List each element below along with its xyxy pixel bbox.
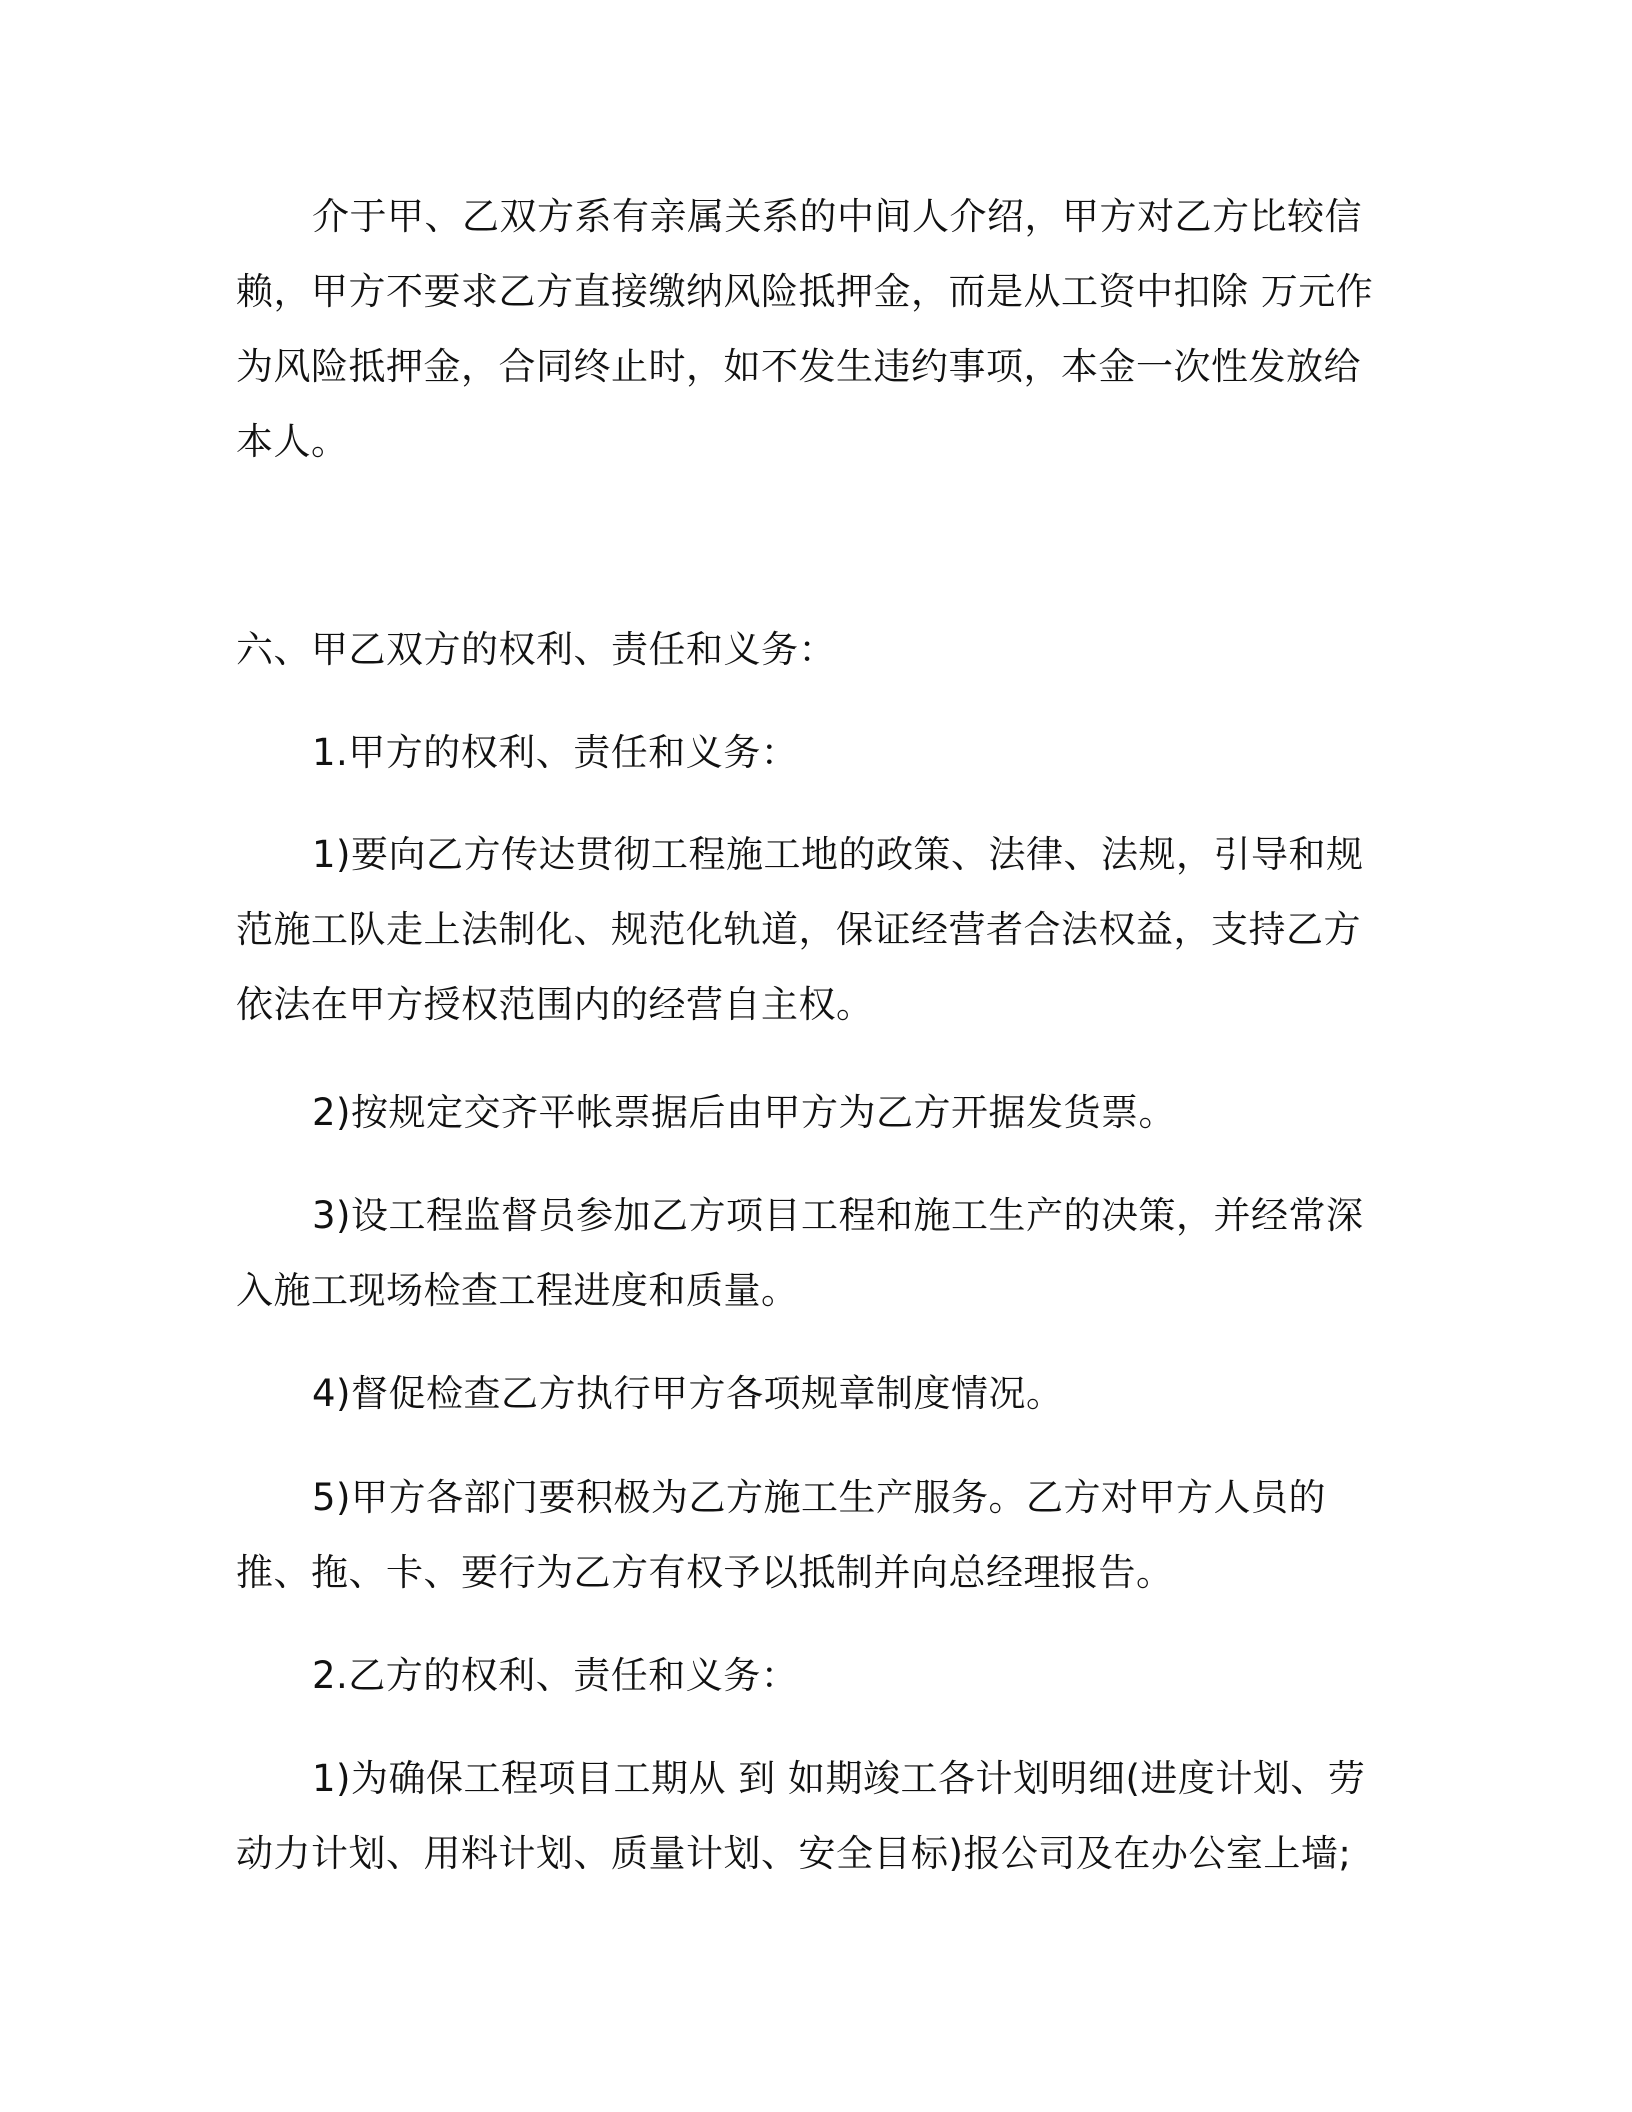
party-a-heading: 1.甲方的权利、责任和义务： — [312, 731, 799, 774]
party-b-item-1: 1)为确保工程项目工期从 到 如期竣工各计划明细(进度计划、劳动力计划、用料计划、质量计划、安全目标)报公司及在办公室上墙; — [236, 1757, 1366, 1875]
party-a-item-1: 1)要向乙方传达贯彻工程施工地的政策、法律、法规，引导和规范施工队走上法制化、规范化轨道，保证经营者合法权益，支持乙方依法在甲方授权范围内的经营自主权。 — [236, 833, 1364, 1026]
party-a-item-3: 3)设工程监督员参加乙方项目工程和施工生产的决策，并经常深入施工现场检查工程进度和质量。 — [236, 1194, 1364, 1312]
section-6-heading: 六、甲乙双方的权利、责任和义务： — [236, 628, 836, 671]
party-a-item-4: 4)督促检查乙方执行甲方各项规章制度情况。 — [312, 1372, 1064, 1415]
party-b-heading: 2.乙方的权利、责任和义务： — [312, 1654, 799, 1697]
party-a-item-5: 5)甲方各部门要积极为乙方施工生产服务。乙方对甲方人员的推、拖、卡、要行为乙方有权予以抵制并向总经理报告。 — [236, 1476, 1326, 1594]
paragraph-risk-deposit: 介于甲、乙双方系有亲属关系的中间人介绍，甲方对乙方比较信赖，甲方不要求乙方直接缴纳风险抵押金，而是从工资中扣除 万元作为风险抵押金，合同终止时，如不发生违约事项，本金一次性发放给本人。 — [236, 195, 1374, 463]
party-a-item-2: 2)按规定交齐平帐票据后由甲方为乙方开据发货票。 — [312, 1091, 1176, 1134]
